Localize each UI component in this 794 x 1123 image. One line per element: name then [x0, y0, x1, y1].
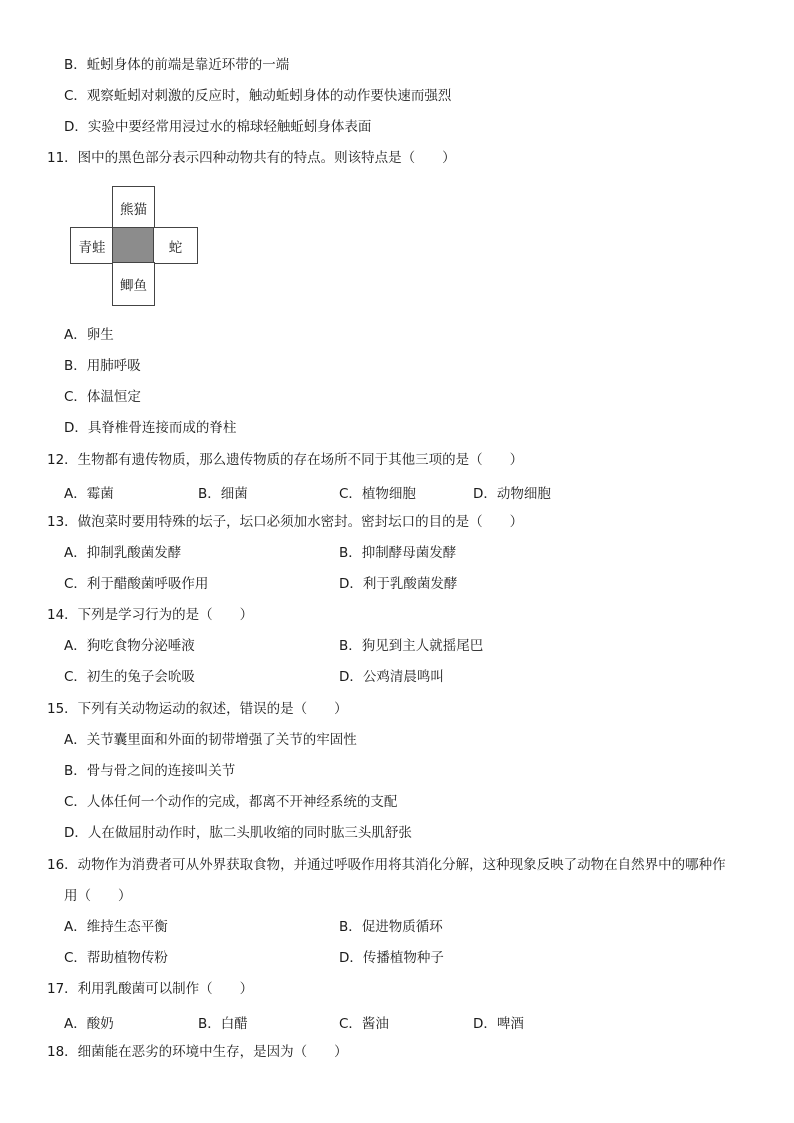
question-11-option-d: D．具脊椎骨连接而成的脊柱: [64, 420, 237, 436]
question-11-option-b: B．用肺呼吸: [64, 358, 141, 374]
diagram-cell-bottom: 鲫鱼: [112, 262, 155, 306]
question-17-option-c: C．酱油: [339, 1016, 389, 1032]
prev-option-b: B．蚯蚓身体的前端是靠近环带的一端: [64, 57, 290, 73]
question-14-option-d: D．公鸡清晨鸣叫: [339, 669, 444, 685]
question-16-option-c: C．帮助植物传粉: [64, 950, 168, 966]
prev-option-c: C．观察蚯蚓对刺激的反应时，触动蚯蚓身体的动作要快速而强烈: [64, 88, 452, 104]
question-15-option-a: A．关节囊里面和外面的韧带增强了关节的牢固性: [64, 732, 357, 748]
question-17-option-b: B．白醋: [198, 1016, 248, 1032]
question-14-option-c: C．初生的兔子会吮吸: [64, 669, 195, 685]
question-11-option-a: A．卵生: [64, 327, 114, 343]
diagram-cell-center-shaded: [112, 227, 155, 264]
question-12-option-d: D．动物细胞: [473, 486, 551, 502]
question-18-stem: 18．细菌能在恶劣的环境中生存，是因为（ ）: [47, 1044, 348, 1060]
question-14-stem: 14．下列是学习行为的是（ ）: [47, 607, 254, 623]
question-13-option-b: B．抑制酵母菌发酵: [339, 545, 457, 561]
question-15-option-c: C．人体任何一个动作的完成，都离不开神经系统的支配: [64, 794, 398, 810]
question-11-stem: 11．图中的黑色部分表示四种动物共有的特点。则该特点是（ ）: [47, 150, 456, 166]
question-16-stem-line1: 16．动物作为消费者可从外界获取食物，并通过呼吸作用将其消化分解，这种现象反映了动物在自然界中的哪种作: [47, 857, 726, 873]
question-14-option-b: B．狗见到主人就摇尾巴: [339, 638, 484, 654]
question-16-option-d: D．传播植物种子: [339, 950, 444, 966]
question-12-option-a: A．霉菌: [64, 486, 114, 502]
question-15-option-b: B．骨与骨之间的连接叫关节: [64, 763, 236, 779]
question-17-option-d: D．啤酒: [473, 1016, 524, 1032]
diagram-cell-top: 熊猫: [112, 186, 155, 230]
question-16-stem-line2: 用（ ）: [64, 888, 132, 904]
question-13-option-a: A．抑制乳酸菌发酵: [64, 545, 182, 561]
question-13-stem: 13．做泡菜时要用特殊的坛子，坛口必须加水密封。密封坛口的目的是（ ）: [47, 514, 524, 530]
cross-diagram: [70, 186, 200, 308]
diagram-cell-right: 蛇: [153, 227, 198, 264]
question-12-stem: 12．生物都有遗传物质，那么遗传物质的存在场所不同于其他三项的是（ ）: [47, 452, 524, 468]
question-16-option-b: B．促进物质循环: [339, 919, 443, 935]
prev-option-d: D．实验中要经常用浸过水的棉球轻触蚯蚓身体表面: [64, 119, 372, 135]
question-12-options: [0, 482, 794, 500]
question-13-option-c: C．利于醋酸菌呼吸作用: [64, 576, 209, 592]
question-16-option-a: A．维持生态平衡: [64, 919, 168, 935]
question-11-option-c: C．体温恒定: [64, 389, 141, 405]
diagram-cell-left: 青蛙: [70, 227, 114, 264]
question-17-options: [0, 1012, 794, 1030]
question-17-stem: 17．利用乳酸菌可以制作（ ）: [47, 981, 254, 997]
question-13-option-d: D．利于乳酸菌发酵: [339, 576, 458, 592]
question-15-option-d: D．人在做屈肘动作时，肱二头肌收缩的同时肱三头肌舒张: [64, 825, 412, 841]
question-12-option-c: C．植物细胞: [339, 486, 416, 502]
question-14-option-a: A．狗吃食物分泌唾液: [64, 638, 195, 654]
question-12-option-b: B．细菌: [198, 486, 248, 502]
question-17-option-a: A．酸奶: [64, 1016, 114, 1032]
question-15-stem: 15．下列有关动物运动的叙述，错误的是（ ）: [47, 701, 348, 717]
